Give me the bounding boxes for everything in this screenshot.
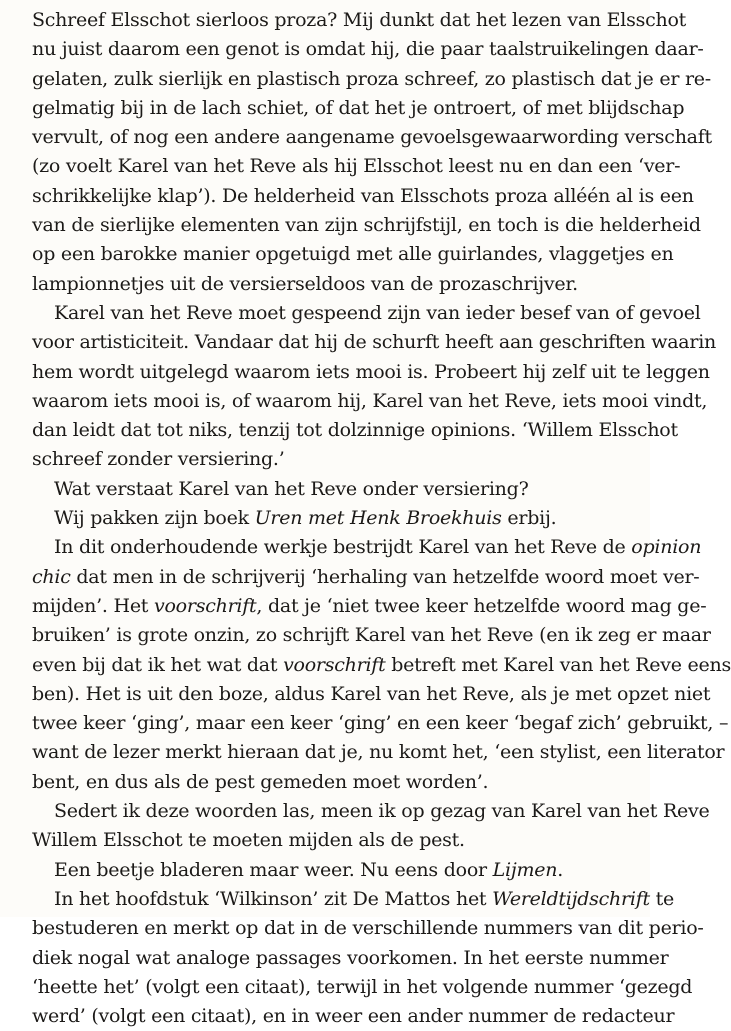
text-segment: erbij. (501, 507, 557, 530)
text-line (32, 211, 701, 240)
text-line (32, 651, 731, 680)
text-segment: diek nogal wat analoge passages voorkomen. In het eerste nummer (32, 946, 669, 969)
text-segment: werd’ (volgt een citaat), en in weer een ander nummer de redacteur (32, 1005, 675, 1028)
text-line (32, 65, 711, 94)
text-segment: Schreef Elsschot sierloos proza? Mij dunkt dat het lezen van Elsschot (32, 9, 687, 31)
text-line (32, 94, 685, 123)
text-segment: dat men in de schrijverij ‘herhaling van hetzelfde woord moet ver- (70, 565, 700, 588)
text-segment: ben). Het is uit den boze, aldus Karel van het Reve, als je met opzet niet (32, 682, 711, 705)
text-segment: . (557, 858, 564, 881)
text-segment: In het hoofdstuk ‘Wilkinson’ zit De Mattos het (54, 887, 493, 910)
text-segment: Wat verstaat Karel van het Reve onder versiering? (54, 477, 529, 500)
text-segment: voor artisticiteit. Vandaar dat hij de schurft heeft aan geschriften waarin (32, 331, 717, 354)
text-line (32, 768, 639, 797)
text-line (32, 563, 700, 592)
text-line (32, 387, 708, 416)
text-segment: In dit onderhoudende werkje bestrijdt Karel van het Reve de (54, 536, 632, 559)
text-segment: te (649, 887, 675, 910)
text-segment: Een beetje bladeren maar weer. Nu eens door (54, 858, 493, 881)
text-segment: twee keer ‘ging’, maar een keer ‘ging’ en een keer ‘begaf zich’ gebruikt, – (32, 712, 729, 735)
text-line (32, 856, 639, 885)
italic-text: Wereldtijdschrift (492, 887, 650, 910)
text-line (32, 944, 669, 973)
text-segment: dan leidt dat tot niks, tenzij tot dolzinnige opinions. ‘Willem Elsschot (32, 419, 678, 442)
text-segment: ‘heette het’ (volgt een citaat), terwijl in het volgende nummer ‘gezegd (32, 975, 693, 998)
text-line (32, 416, 678, 445)
text-segment: Sedert ik deze woorden las, meen ik op gezag van Karel van het Reve (54, 800, 710, 823)
text-line (32, 299, 701, 328)
text-line (32, 973, 693, 1002)
text-line (32, 533, 702, 562)
text-line (32, 328, 717, 357)
text-segment: gelmatig bij in de lach schiet, of dat het je ontroert, of met blijdschap (32, 96, 685, 119)
text-segment: waarom iets mooi is, of waarom hij, Karel van het Reve, iets mooi vindt, (32, 389, 708, 412)
text-segment: schrikkelijke klap’). De helderheid van Elsschots proza alléén al is een (32, 184, 694, 207)
text-line (32, 240, 674, 269)
text-segment: want de lezer merkt hieraan dat je, nu komt het, ‘een stylist, een literator (32, 741, 725, 764)
text-line (32, 709, 729, 738)
text-segment: vervult, of nog een andere aangename gevoelsgewaarwording verschaft (32, 126, 712, 149)
text-segment: schreef zonder versiering.’ (32, 448, 285, 471)
text-line (32, 358, 710, 387)
text-line (32, 885, 675, 914)
text-line (32, 504, 639, 533)
text-line (32, 152, 681, 181)
text-line (32, 475, 639, 504)
text-line (32, 621, 711, 650)
body-text (32, 6, 731, 1031)
text-line (32, 680, 711, 709)
italic-text: opinion (631, 536, 702, 559)
text-segment: hem wordt uitgelegd waarom iets mooi is. Probeert hij zelf uit te leggen (32, 360, 710, 383)
text-line (32, 35, 704, 64)
text-line (32, 123, 712, 152)
text-segment: van de sierlijke elementen van zijn schrijfstijl, en toch is die helderheid (32, 214, 701, 237)
text-line (32, 6, 687, 35)
text-segment: op een barokke manier opgetuigd met alle guirlandes, vlaggetjes en (32, 243, 674, 266)
text-segment: , dat je ‘niet twee keer hetzelfde woord mag ge- (256, 594, 707, 617)
text-segment: gelaten, zulk sierlijk en plastisch proza schreef, zo plastisch dat je er re- (32, 67, 711, 90)
text-segment: bent, en dus als de pest gemeden moet worden’. (32, 770, 489, 793)
text-line (32, 592, 707, 621)
text-segment: mijden’. Het (32, 594, 154, 617)
text-segment: Willem Elsschot te moeten mijden als de pest. (32, 829, 465, 852)
text-segment: Wij pakken zijn boek (54, 507, 255, 530)
text-line (32, 182, 694, 211)
italic-text: Lijmen (492, 858, 558, 881)
text-segment: nu juist daarom een genot is omdat hij, die paar taalstruikelingen daar- (32, 38, 704, 61)
text-segment: betreft met Karel van het Reve eens (385, 653, 731, 676)
text-line (32, 826, 639, 855)
italic-text: chic (32, 565, 71, 588)
text-segment: bestuderen en merkt op dat in de verschillende nummers van dit perio- (32, 917, 704, 940)
text-segment: (zo voelt Karel van het Reve als hij Elsschot leest nu en dan een ‘ver- (32, 155, 681, 178)
text-segment: bruiken’ is grote onzin, zo schrijft Karel van het Reve (en ik zeg er maar (32, 624, 711, 647)
text-line (32, 914, 704, 943)
text-line (32, 445, 639, 474)
italic-text: Uren met Henk Broekhuis (254, 507, 502, 530)
text-segment: lampionnetjes uit de versierseldoos van de prozaschrijver. (32, 272, 578, 295)
text-line (32, 797, 710, 826)
italic-text: voorschrift (283, 653, 386, 676)
text-line (32, 1002, 675, 1031)
italic-text: voorschrift (154, 594, 257, 617)
text-line (32, 738, 725, 767)
text-segment: even bij dat ik het wat dat (32, 653, 284, 676)
text-segment: Karel van het Reve moet gespeend zijn van ieder besef van of gevoel (54, 301, 701, 324)
text-line (32, 270, 639, 299)
